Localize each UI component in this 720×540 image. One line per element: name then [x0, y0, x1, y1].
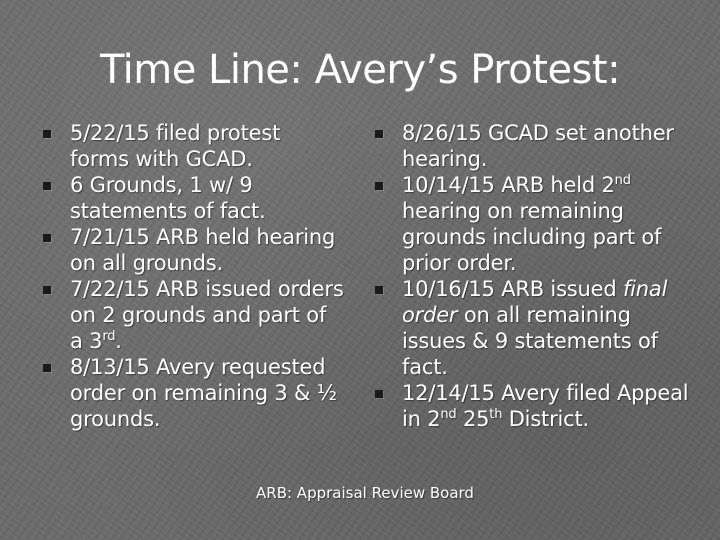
- square-bullet-icon: [375, 286, 383, 294]
- square-bullet-icon: [43, 234, 51, 242]
- item-text: 8/26/15 GCAD set another hearing.: [402, 121, 674, 171]
- ordinal-suffix: rd: [102, 329, 116, 344]
- emphasis-text: final order: [402, 277, 668, 327]
- item-text-end: .: [115, 329, 122, 353]
- right-column: [372, 120, 690, 432]
- footnote: ARB: Appraisal Review Board: [256, 484, 474, 502]
- list-item: [40, 354, 345, 432]
- item-text: 7/22/15 ARB issued orders on 2 grounds and part of a 3: [70, 277, 344, 353]
- list-item: [372, 172, 690, 276]
- item-text: 8/13/15 Avery requested order on remaining 3 & ½ grounds.: [70, 355, 337, 431]
- ordinal-suffix: nd: [440, 407, 457, 422]
- item-text: 7/21/15 ARB held hearing on all grounds.: [70, 225, 336, 275]
- square-bullet-icon: [43, 364, 51, 372]
- item-text: 10/14/15 ARB held 2: [402, 173, 615, 197]
- list-item: [40, 172, 345, 224]
- right-bullet-list: [372, 120, 690, 432]
- list-item: [40, 120, 345, 172]
- item-text: 5/22/15 filed protest forms with GCAD.: [70, 121, 281, 171]
- item-text: 6 Grounds, 1 w/ 9 statements of fact.: [70, 173, 266, 223]
- list-item: [40, 224, 345, 276]
- square-bullet-icon: [43, 286, 51, 294]
- ordinal-suffix: th: [489, 407, 503, 422]
- square-bullet-icon: [43, 130, 51, 138]
- ordinal-suffix: nd: [614, 173, 631, 188]
- list-item: [372, 380, 690, 432]
- list-item: [40, 276, 345, 354]
- item-text-end: District.: [502, 407, 590, 431]
- square-bullet-icon: [375, 390, 383, 398]
- list-item: [372, 120, 690, 172]
- left-column: [40, 120, 345, 432]
- square-bullet-icon: [375, 182, 383, 190]
- item-text: 10/16/15 ARB issued: [402, 277, 623, 301]
- left-bullet-list: [40, 120, 345, 432]
- list-item: [372, 276, 690, 380]
- slide-title: Time Line: Avery’s Protest:: [99, 47, 621, 93]
- item-text-mid: 25: [456, 407, 490, 431]
- item-text-end: on all remaining issues & 9 statements of fact.: [402, 303, 658, 379]
- item-text: 12/14/15 Avery filed Appeal in 2: [402, 381, 689, 431]
- item-text-end: hearing on remaining grounds including part of prior order.: [402, 199, 662, 275]
- square-bullet-icon: [43, 182, 51, 190]
- square-bullet-icon: [375, 130, 383, 138]
